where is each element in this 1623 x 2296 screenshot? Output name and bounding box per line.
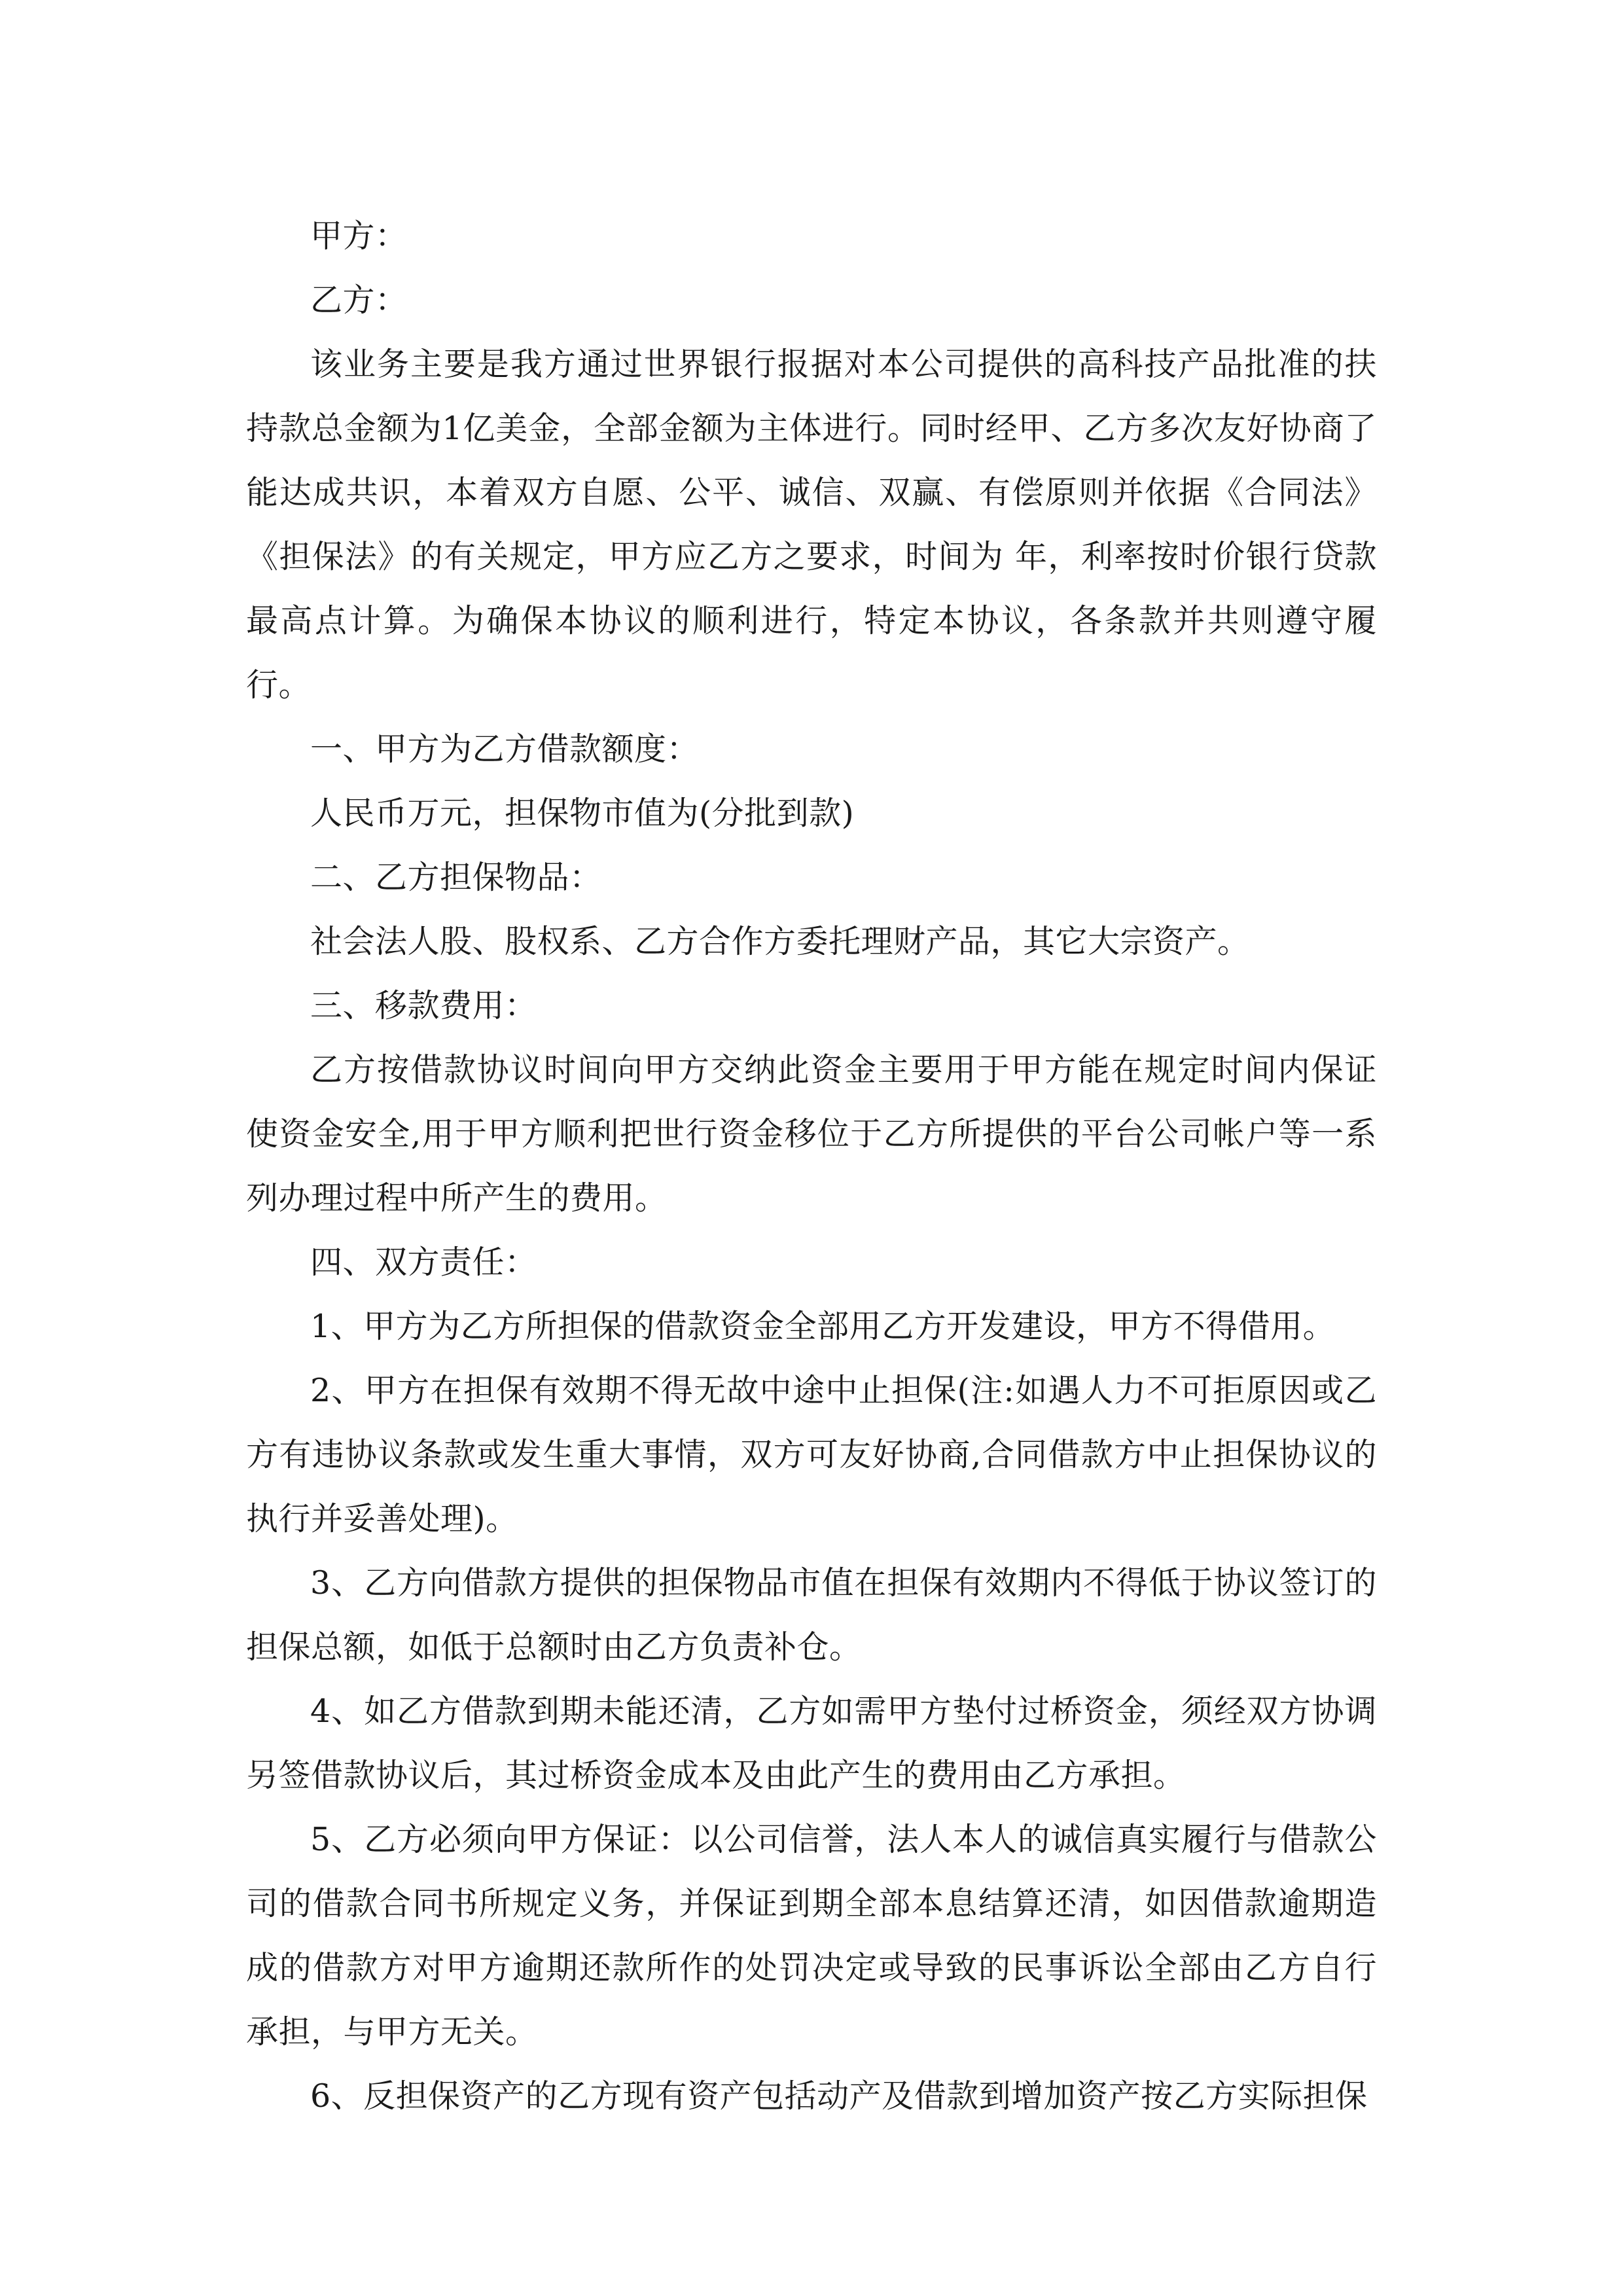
party-b-line: 乙方： [310, 281, 408, 319]
section-1-body: 人民币万元，担保物市值为(分批到款) [310, 795, 855, 832]
section-3-heading: 三、移款费用： [310, 987, 537, 1024]
section-4-heading: 四、双方责任： [310, 1244, 537, 1281]
clause-6: 6、反担保资产的乙方现有资产包括动产及借款到增加资产按乙方实际担保 [310, 2077, 1368, 2115]
section-1-heading: 一、甲方为乙方借款额度： [310, 730, 700, 768]
clause-5: 5、乙方必须向甲方保证：以公司信誉，法人本人的诚信真实履行与借款公司的借款合同书所规定义务，并保证到期全部本息结算还清，如因借款逾期造成的借款方对甲方逾期还款所作的处罚决定或导致的民事诉讼全部由乙方自行承担，与甲方无关。 [246, 1821, 1377, 2051]
section-3-body: 乙方按借款协议时间向甲方交纳此资金主要用于甲方能在规定时间内保证使资金安全,用于甲方顺利把世行资金移位于乙方所提供的平台公司帐户等一系列办理过程中所产生的费用。 [246, 1051, 1377, 1217]
clause-3: 3、乙方向借款方提供的担保物品市值在担保有效期内不得低于协议签订的担保总额，如低于总额时由乙方负责补仓。 [246, 1564, 1377, 1666]
party-a-line: 甲方： [310, 217, 408, 255]
clause-2: 2、甲方在担保有效期不得无故中途中止担保(注:如遇人力不可拒原因或乙方有违协议条款或发生重大事情，双方可友好协商,合同借款方中止担保协议的执行并妥善处理)。 [246, 1372, 1377, 1537]
section-2-heading: 二、乙方担保物品： [310, 859, 602, 896]
clause-4: 4、如乙方借款到期未能还清，乙方如需甲方垫付过桥资金，须经双方协调另签借款协议后，其过桥资金成本及由此产生的费用由乙方承担。 [246, 1693, 1377, 1794]
intro-paragraph: 该业务主要是我方通过世界银行报据对本公司提供的高科技产品批准的扶持款总金额为1亿美金，全部金额为主体进行。同时经甲、乙方多次友好协商了能达成共识，本着双方自愿、公平、诚信、双赢、有偿原则并依据《合同法》《担保法》的有关规定，甲方应乙方之要求，时间为 年，利率按时价银行贷款最高点计算。为确保本协议的顺利进行，特定本协议，各条款并共则遵守履行。 [246, 346, 1377, 704]
section-2-body: 社会法人股、股权系、乙方合作方委托理财产品，其它大宗资产。 [310, 923, 1250, 960]
clause-1: 1、甲方为乙方所担保的借款资金全部用乙方开发建设，甲方不得借用。 [310, 1308, 1336, 1345]
document-page [246, 204, 1377, 2128]
